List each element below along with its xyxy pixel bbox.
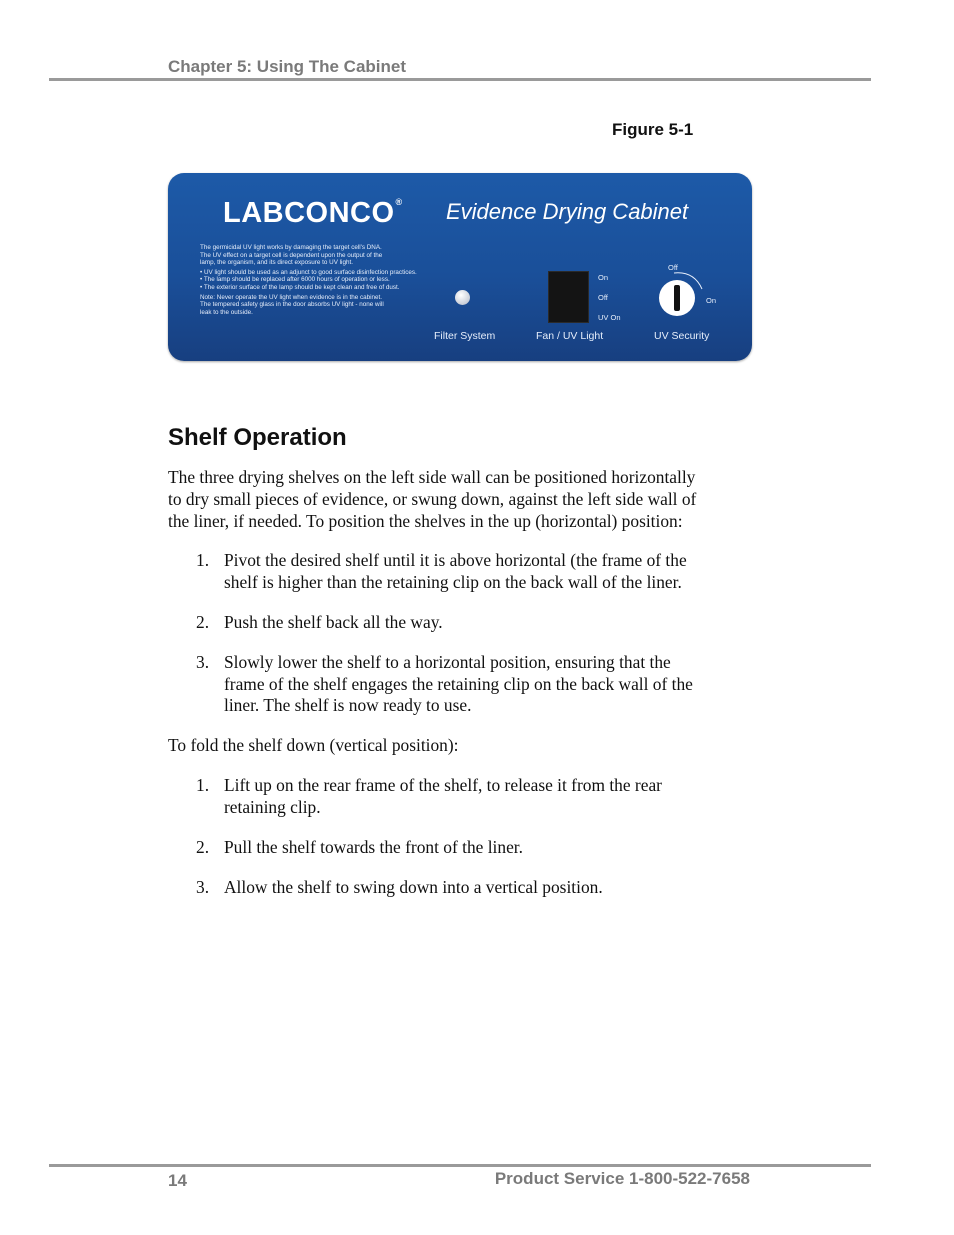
list-item-line: Slowly lower the shelf to a horizontal position, ensuring that the (224, 652, 671, 672)
key-label-off: Off (668, 263, 678, 272)
footer-rule (49, 1164, 871, 1167)
fine-print-line: leak to the outside. (200, 308, 253, 316)
service-phone: Product Service 1-800-522-7658 (494, 1169, 750, 1188)
filter-system-label: Filter System (434, 330, 496, 342)
fine-print-line: The tempered safety glass in the door absorbs UV light - none will (200, 301, 384, 309)
switch-label-on: On (598, 273, 609, 282)
list-number: 3. (196, 877, 210, 897)
uv-security-label: UV Security (654, 330, 710, 342)
list-item-line: Allow the shelf to swing down into a vertical position. (224, 877, 603, 897)
fine-print-line: The UV effect on a target cell is dependent upon the output of the (200, 251, 383, 259)
fine-print-line: The germicidal UV light works by damaging the target cell's DNA. (200, 244, 382, 251)
intro-line: The three drying shelves on the left side wall can be positioned horizontally (168, 467, 696, 487)
list-number: 2. (196, 612, 210, 632)
list-number: 3. (196, 652, 210, 672)
list-item-line: liner. The shelf is now ready to use. (224, 695, 472, 716)
fine-print-line: • UV light should be used as an adjunct to good surface disinfection practices. (200, 268, 417, 276)
section-heading: Shelf Operation (168, 424, 347, 451)
brand-name: LABCONCO (223, 197, 395, 229)
header-rule (49, 78, 871, 81)
switch-label-uv-on: UV On (598, 313, 621, 322)
uv-warning-text (200, 244, 430, 316)
running-head: Chapter 5: Using The Cabinet (168, 57, 407, 76)
key-label-on: On (706, 296, 717, 305)
list-item-line: retaining clip. (224, 796, 321, 817)
list-number: 1. (196, 775, 210, 795)
list-item-line: Pull the shelf towards the front of the liner. (224, 837, 523, 857)
intro-line: to dry small pieces of evidence, or swung down, against the left side wall of (168, 489, 697, 509)
rocker-switch-icon (548, 271, 589, 323)
switch-label-off: Off (598, 293, 608, 302)
control-panel-image (168, 173, 752, 361)
page-number: 14 (168, 1171, 187, 1190)
brand-logo (223, 197, 403, 230)
fine-print-line: lamp, the organism, and its direct exposure to UV light. (200, 259, 353, 267)
list-number: 2. (196, 837, 210, 857)
list-number: 1. (196, 550, 210, 570)
fold-intro: To fold the shelf down (vertical position): (168, 735, 459, 755)
intro-line: the liner, if needed. To position the shelves in the up (horizontal) position: (168, 511, 683, 531)
figure-caption: Figure 5-1 (612, 120, 694, 139)
fan-uv-light-label: Fan / UV Light (536, 330, 604, 342)
indicator-light-icon (455, 290, 470, 305)
list-item-line: Push the shelf back all the way. (224, 612, 443, 632)
product-name: Evidence Drying Cabinet (446, 199, 689, 224)
fine-print-line: • The exterior surface of the lamp should be kept clean and free of dust. (200, 283, 400, 291)
fine-print-line: Note: Never operate the UV light when evidence is in the cabinet. (200, 293, 383, 301)
list-item-line: shelf is higher than the retaining clip on the back wall of the liner. (224, 571, 682, 592)
list-item-line: Lift up on the rear frame of the shelf, to release it from the rear (224, 775, 662, 795)
fine-print-line: • The lamp should be replaced after 6000 hours of operation or less. (200, 276, 390, 284)
list-item-line: frame of the shelf engages the retaining clip on the back wall of the (224, 673, 693, 694)
key-slot-icon (674, 285, 680, 311)
list-item-line: Pivot the desired shelf until it is above horizontal (the frame of the (224, 550, 687, 570)
registered-mark: ® (395, 197, 403, 207)
